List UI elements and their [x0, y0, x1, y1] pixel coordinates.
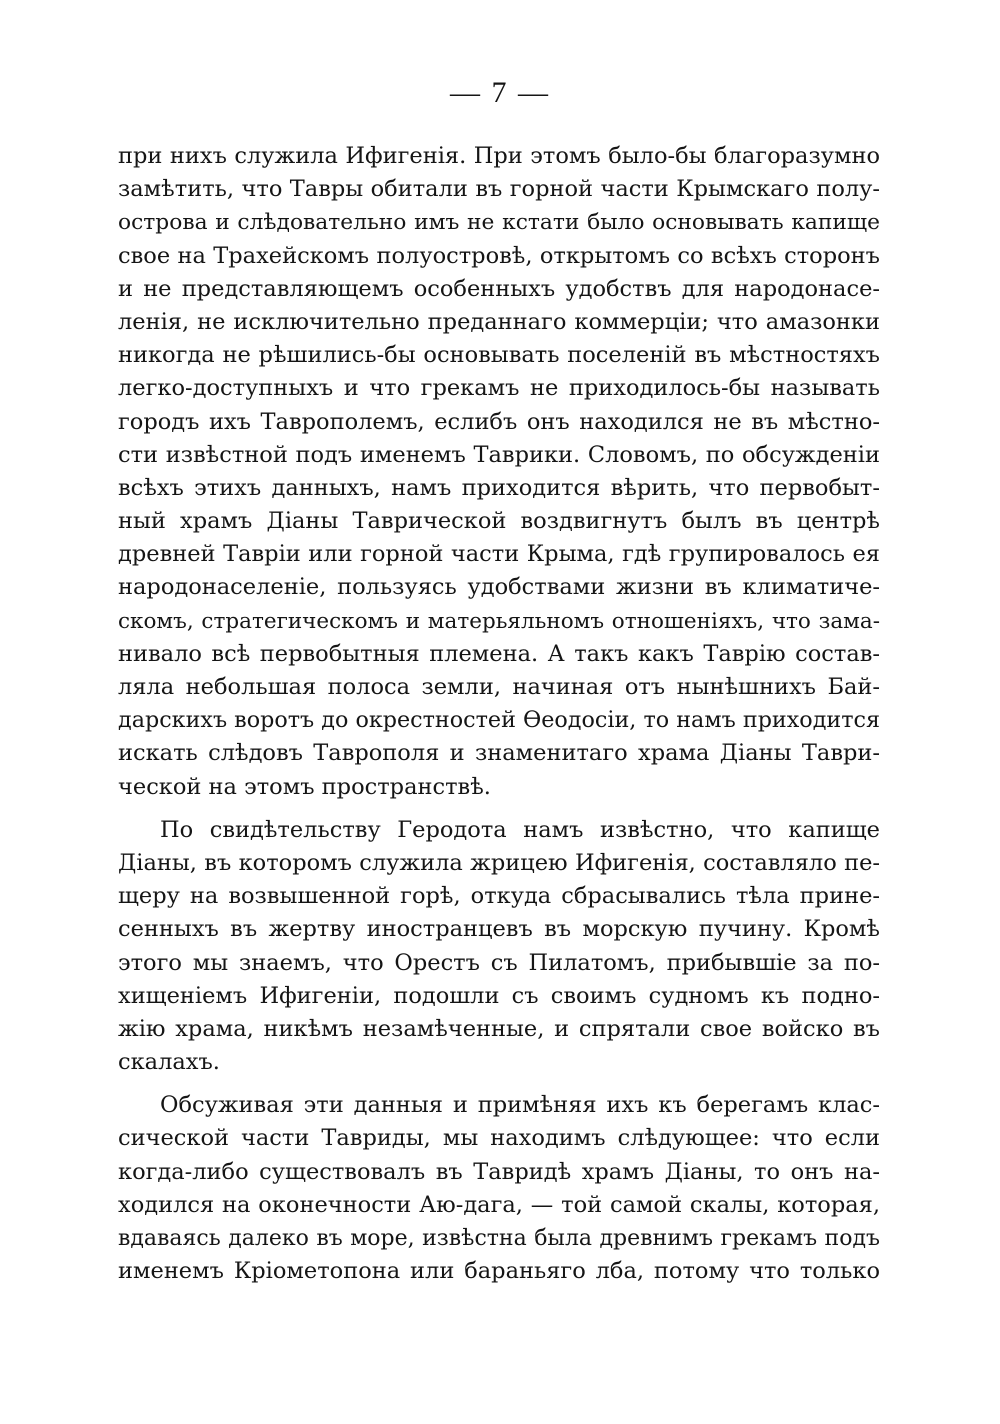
text-line: искать слѣдовъ Таврополя и знаменитаго храма Діаны Таври- [118, 740, 880, 767]
text-line: древней Тавріи или горной части Крыма, гдѣ групировалось ея [118, 541, 880, 568]
paragraph-spacer [118, 1079, 880, 1089]
text-line: ляла небольшая полоса земли, начиная отъ нынѣшнихъ Бай- [118, 674, 880, 700]
text-line: сической части Тавриды, мы находимъ слѣдующее: что если [118, 1125, 880, 1152]
text-line: замѣтить, что Тавры обитали въ горной части Крымскаго полу- [118, 176, 880, 203]
page-number: — 7 — [450, 76, 550, 109]
paragraph-2 [118, 814, 880, 1080]
text-line: свое на Трахейскомъ полуостровѣ, открытомъ со всѣхъ сторонъ [118, 242, 880, 269]
text-line: острова и слѣдовательно имъ не кстати было основывать капище [118, 210, 880, 236]
text-line: сенныхъ въ жертву иностранцевъ въ морскую пучину. Кромѣ [118, 916, 880, 943]
text-line: и не представляющемъ особенныхъ удобствъ для народонасе- [118, 275, 880, 302]
text-line: народонаселеніе, пользуясь удобствами жизни въ климатиче- [118, 574, 880, 601]
text-line: ческой на этомъ пространствѣ. [118, 773, 491, 800]
text-line: скалахъ. [118, 1049, 220, 1076]
text-line: сти извѣстной подъ именемъ Таврики. Словомъ, по обсужденіи [118, 441, 880, 468]
body-text [118, 140, 880, 1288]
text-line: скомъ, стратегическомъ и матерьяльномъ отношеніяхъ, что зама- [118, 608, 880, 634]
text-line: щеру на возвышенной горѣ, откуда сбрасывались тѣла прине- [118, 883, 880, 910]
text-line: легко-доступныхъ и что грекамъ не приходилось-бы называть [118, 375, 880, 402]
text-line: Обсуживая эти данныя и примѣняя ихъ къ берегамъ клас- [160, 1092, 880, 1119]
text-line: Діаны, въ которомъ служила жрицею Ифигенія, составляло пе- [118, 849, 880, 876]
text-line: дарскихъ воротъ до окрестностей Ѳеодосіи, то намъ приходится [118, 707, 881, 734]
text-line: этого мы знаемъ, что Орестъ съ Пилатомъ, прибывшіе за по- [118, 949, 880, 976]
text-line: ленія, не исключительно преданнаго коммерціи; что амазонки [118, 308, 880, 335]
paragraph-spacer [118, 804, 880, 814]
paragraph-1 [118, 140, 880, 804]
text-line: именемъ Кріометопона или бараньяго лба, потому что только [118, 1258, 880, 1285]
text-line: когда-либо существовалъ въ Тавридѣ храмъ Діаны, то онъ на- [118, 1158, 880, 1185]
text-line: ный храмъ Діаны Таврической воздвигнутъ былъ въ центрѣ [118, 508, 880, 535]
text-line: никогда не рѣшились-бы основывать поселеній въ мѣстностяхъ [118, 342, 880, 369]
text-line: вдаваясь далеко въ море, извѣстна была древнимъ грекамъ подъ [118, 1226, 880, 1251]
text-line: при нихъ служила Ифигенія. При этомъ было-бы благоразумно [118, 143, 880, 169]
text-line: По свидѣтельству Геродота намъ извѣстно, что капище [160, 816, 880, 843]
text-line: ходился на оконечности Аю-дага, — той самой скалы, которая, [118, 1191, 880, 1218]
text-line: хищеніемъ Ифигеніи, подошли съ своимъ судномъ къ подно- [118, 982, 880, 1009]
text-line: жію храма, никѣмъ незамѣченные, и спрятали свое войско въ [118, 1015, 880, 1042]
text-line: всѣхъ этихъ данныхъ, намъ приходится вѣрить, что первобыт- [118, 474, 880, 501]
text-line: городъ ихъ Таврополемъ, еслибъ онъ находился не въ мѣстно- [118, 408, 880, 435]
text-line: нивало всѣ первобытныя племена. А такъ какъ Таврію состав- [118, 640, 880, 667]
paragraph-3 [118, 1089, 880, 1288]
